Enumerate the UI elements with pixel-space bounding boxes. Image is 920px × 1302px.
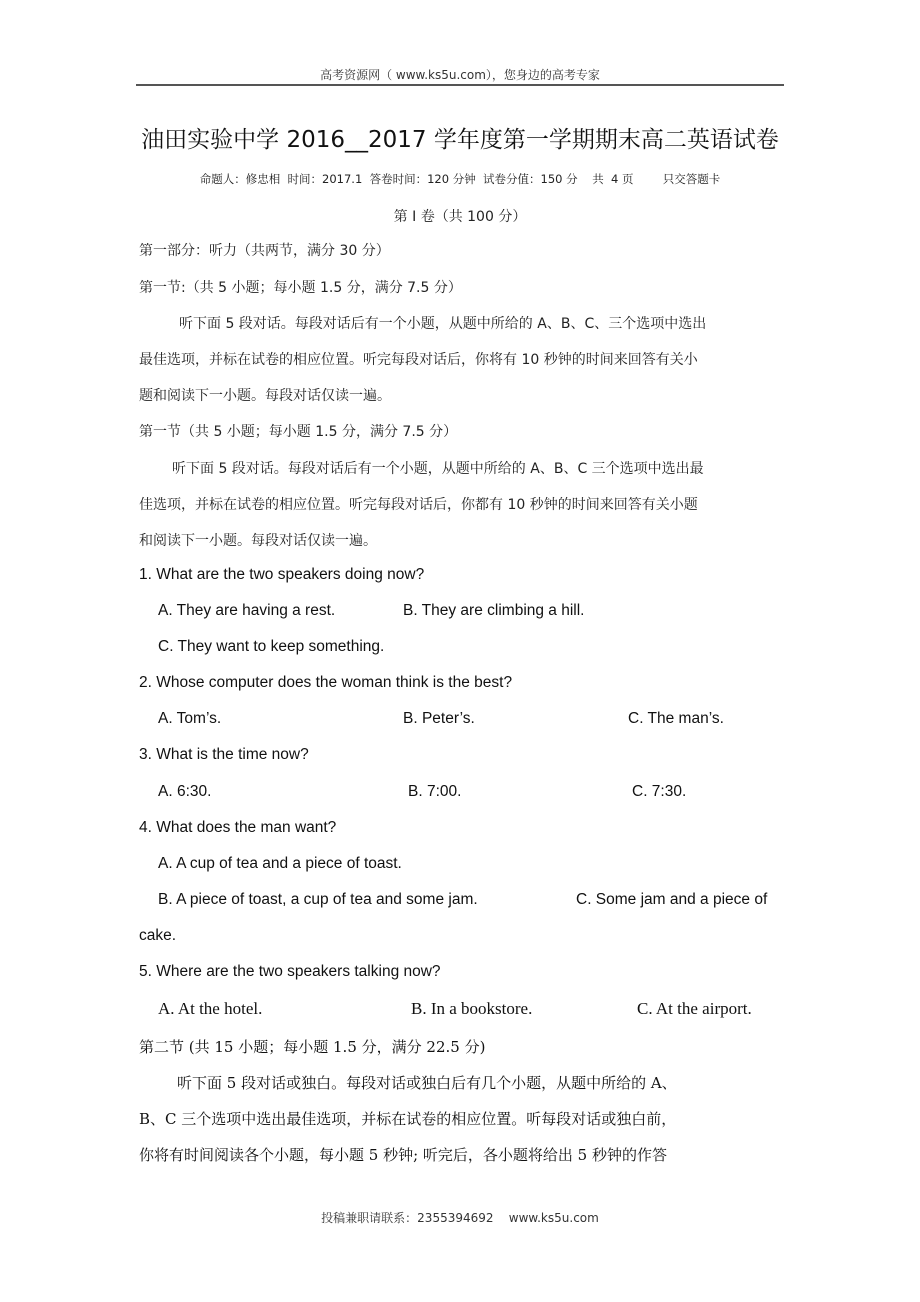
question-5-option-c: C. At the airport. xyxy=(637,999,752,1018)
question-3-option-b: B. 7:00. xyxy=(408,783,462,800)
exam-title: 油田实验中学 2016__2017 学年度第一学期期末高二英语试卷 xyxy=(141,127,779,153)
section1-heading-a: 第一节:（共 5 小题；每小题 1.5 分，满分 7.5 分） xyxy=(139,280,462,296)
instructions-a-line2: 最佳选项，并标在试卷的相应位置。听完每段对话后，你将有 10 秒钟的时间来回答有关小 xyxy=(139,352,698,368)
question-1-option-c: C. They want to keep something. xyxy=(158,638,385,655)
question-5-stem: 5. Where are the two speakers talking now? xyxy=(139,963,441,980)
question-5-option-a: A. At the hotel. xyxy=(158,999,263,1018)
question-2-option-c: C. The man’s. xyxy=(628,710,724,727)
instructions-b-line2: 佳选项，并标在试卷的相应位置。听完每段对话后，你都有 10 秒钟的时间来回答有关小题 xyxy=(139,497,698,513)
instructions-b-line3: 和阅读下一小题。每段对话仅读一遍。 xyxy=(139,533,377,549)
section2-instructions-line3: 你将有时间阅读各个小题，每小题 5 秒钟; 听完后，各小题将给出 5 秒钟的作答 xyxy=(139,1146,667,1164)
question-3-option-a: A. 6:30. xyxy=(158,783,212,800)
section2-instructions-line2: B、C 三个选项中选出最佳选项，并标在试卷的相应位置。听每段对话或独白前， xyxy=(139,1110,677,1128)
exam-meta: 命题人：修忠相 时间：2017.1 答卷时间：120 分钟 试卷分值：150 分 共 4 页 只交答题卡 xyxy=(199,172,721,186)
page-footer: 投稿兼职请联系：2355394692 www.ks5u.com xyxy=(321,1211,599,1225)
header-divider xyxy=(136,84,784,86)
question-1-stem: 1. What are the two speakers doing now? xyxy=(139,566,425,583)
instructions-b-line1: 听下面 5 段对话。每段对话后有一个小题，从题中所给的 A、B、C 三个选项中选出最 xyxy=(172,461,704,477)
question-3-option-c: C. 7:30. xyxy=(632,783,687,800)
question-2-stem: 2. Whose computer does the woman think is the best? xyxy=(139,674,513,691)
instructions-a-line3: 题和阅读下一小题。每段对话仅读一遍。 xyxy=(139,388,391,404)
volume-heading: 第 I 卷（共 100 分） xyxy=(393,209,527,225)
question-4-option-a: A. A cup of tea and a piece of toast. xyxy=(158,855,402,872)
section1-heading-b: 第一节（共 5 小题；每小题 1.5 分，满分 7.5 分） xyxy=(139,424,458,440)
section2-heading: 第二节 (共 15 小题；每小题 1.5 分，满分 22.5 分) xyxy=(139,1038,486,1056)
question-1-option-a: A. They are having a rest. xyxy=(158,602,336,619)
question-2-option-b: B. Peter’s. xyxy=(403,710,475,727)
question-5-option-b: B. In a bookstore. xyxy=(411,999,533,1018)
question-3-stem: 3. What is the time now? xyxy=(139,746,309,763)
question-4-stem: 4. What does the man want? xyxy=(139,819,337,836)
section2-instructions-line1: 听下面 5 段对话或独白。每段对话或独白后有几个小题，从题中所给的 A、 xyxy=(177,1074,677,1092)
page-header: 高考资源网（ www.ks5u.com），您身边的高考专家 xyxy=(320,68,600,82)
part1-heading: 第一部分：听力（共两节，满分 30 分） xyxy=(139,243,390,259)
question-1-option-b: B. They are climbing a hill. xyxy=(403,602,585,619)
question-4-option-c: C. Some jam and a piece of xyxy=(576,891,768,908)
question-4-option-b: B. A piece of toast, a cup of tea and some jam. xyxy=(158,891,478,908)
question-4-option-c-cont: cake. xyxy=(139,927,177,944)
instructions-a-line1: 听下面 5 段对话。每段对话后有一个小题，从题中所给的 A、B、C、三个选项中选出 xyxy=(179,316,707,332)
question-2-option-a: A. Tom’s. xyxy=(158,710,222,727)
